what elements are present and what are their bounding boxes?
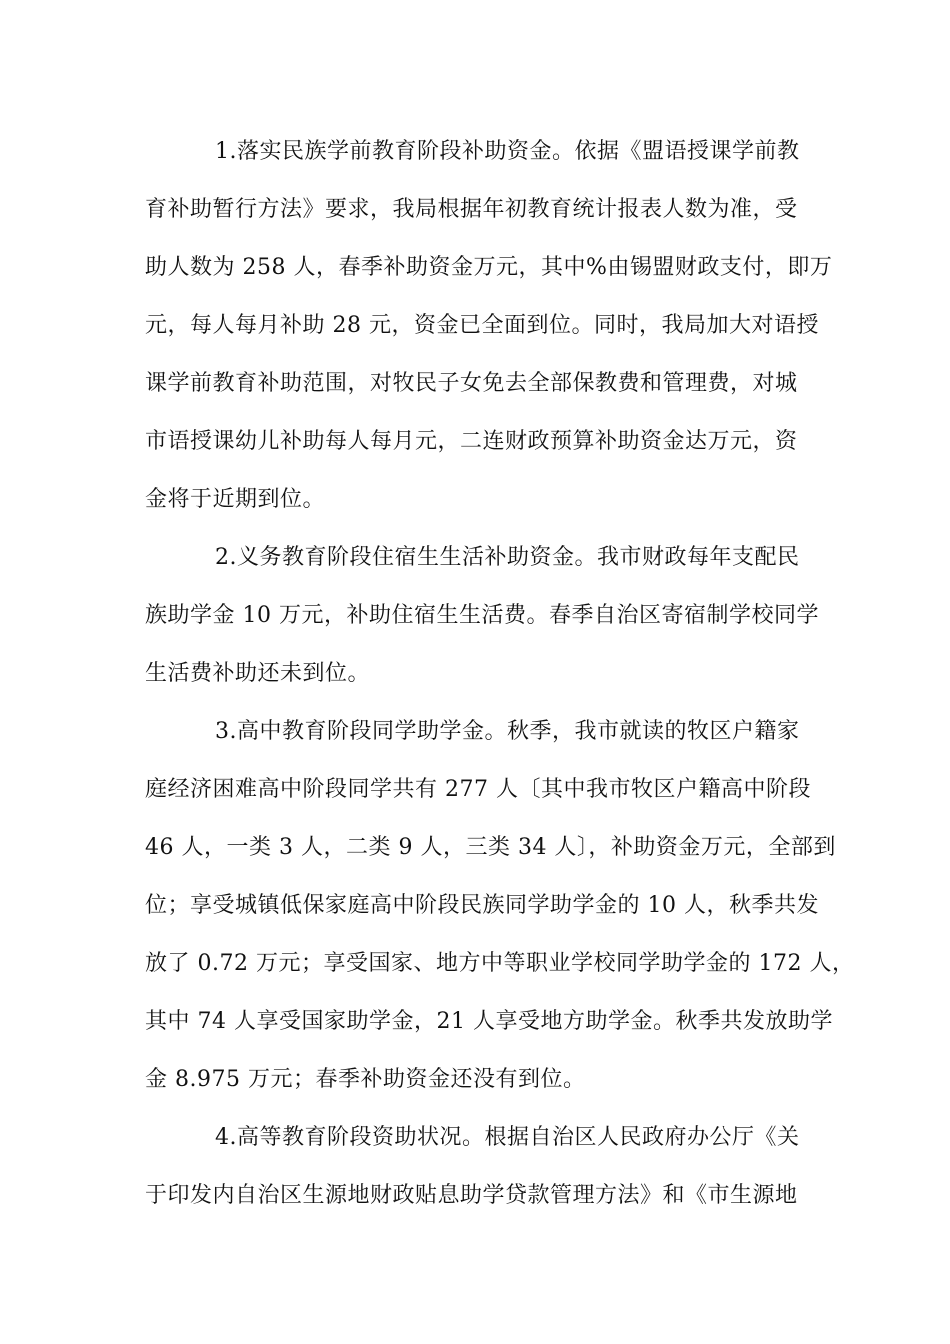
paragraph-3-line-2: 庭经济困难高中阶段同学共有 277 人〔其中我市牧区户籍高中阶段 (145, 777, 811, 802)
paragraph-3-line-1: 3.高中教育阶段同学助学金。秋季，我市就读的牧区户籍家 (215, 719, 800, 744)
paragraph-3-line-3: 46 人，一类 3 人，二类 9 人，三类 34 人〕，补助资金万元，全部到 (145, 835, 836, 860)
paragraph-2-line-1: 2.义务教育阶段住宿生生活补助资金。我市财政每年支配民 (215, 545, 800, 570)
paragraph-1-line-2: 育补助暂行方法》要求，我局根据年初教育统计报表人数为准，受 (145, 197, 798, 222)
paragraph-1-line-4: 元，每人每月补助 28 元，资金已全面到位。同时，我局加大对语授 (145, 313, 819, 338)
paragraph-1-line-7: 金将于近期到位。 (145, 487, 326, 512)
paragraph-1-line-5: 课学前教育补助范围，对牧民子女免去全部保教费和管理费，对城 (145, 371, 798, 396)
paragraph-4-line-2: 于印发内自治区生源地财政贴息助学贷款管理方法》和《市生源地 (145, 1183, 798, 1208)
paragraph-2-line-3: 生活费补助还未到位。 (145, 661, 371, 686)
paragraph-1-line-3: 助人数为 258 人，春季补助资金万元，其中%由锡盟财政支付，即万 (145, 255, 833, 280)
paragraph-3-line-7: 金 8.975 万元；春季补助资金还没有到位。 (145, 1067, 586, 1092)
paragraph-1-line-1: 1.落实民族学前教育阶段补助资金。依据《盟语授课学前教 (215, 139, 800, 164)
paragraph-2-line-2: 族助学金 10 万元，补助住宿生生活费。春季自治区寄宿制学校同学 (145, 603, 819, 628)
paragraph-3-line-6: 其中 74 人享受国家助学金，21 人享受地方助学金。秋季共发放助学 (145, 1009, 833, 1034)
paragraph-1-line-6: 市语授课幼儿补助每人每月元，二连财政预算补助资金达万元，资 (145, 429, 798, 454)
paragraph-4-line-1: 4.高等教育阶段资助状况。根据自治区人民政府办公厅《关 (215, 1125, 800, 1150)
paragraph-3-line-4: 位；享受城镇低保家庭高中阶段民族同学助学金的 10 人，秋季共发 (145, 893, 819, 918)
paragraph-3-line-5: 放了 0.72 万元；享受国家、地方中等职业学校同学助学金的 172 人， (145, 951, 855, 976)
